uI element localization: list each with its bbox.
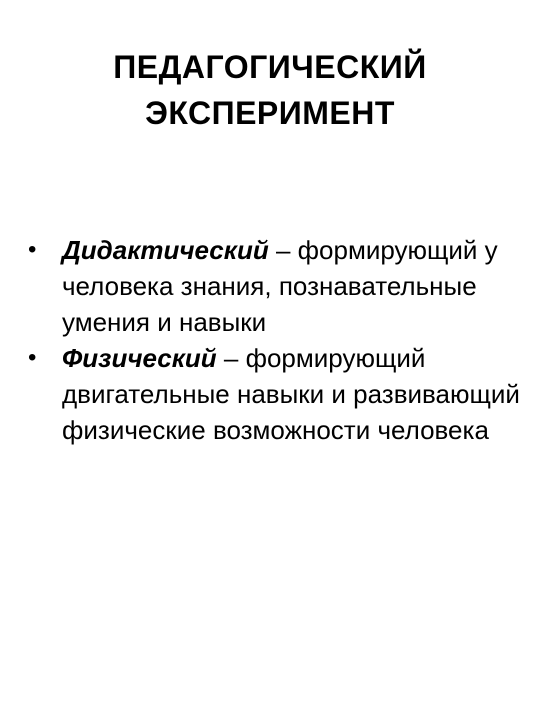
bullet-marker: • (28, 236, 37, 263)
bullet-item-physical (24, 340, 524, 448)
slide-title-line-2: ЭКСПЕРИМЕНТ (145, 95, 395, 131)
slide-title-line-1: ПЕДАГОГИЧЕСКИЙ (113, 49, 427, 85)
bullet-item-didactic (24, 232, 524, 340)
bullet-term: Физический (62, 343, 217, 373)
bullet-term: Дидактический (62, 235, 269, 265)
bullet-text: – формирующий у человека знания, познавательные умения и навыки (62, 235, 498, 337)
slide-title (20, 44, 520, 136)
bullet-marker: • (28, 344, 37, 371)
bullet-list (24, 232, 524, 448)
bullet-text: – формирующий двигательные навыки и развивающий физические возможности человека (62, 343, 520, 445)
